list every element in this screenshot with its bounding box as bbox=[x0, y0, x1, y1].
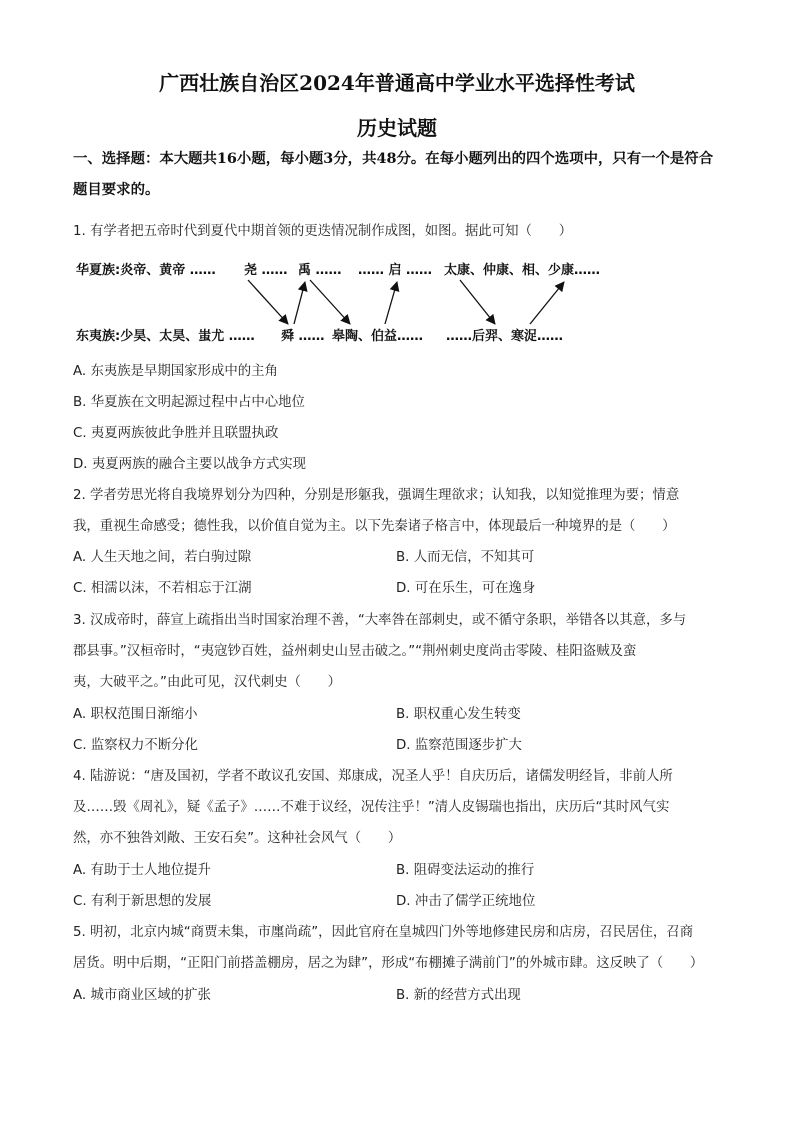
q2-option-a[interactable]: A. 人生天地之间，若白驹过隙 bbox=[73, 550, 252, 565]
q3-stem-line2: 郡县事。”汉桓帝时，“夷寇钞百姓，益州刺史山昱击破之。”“荆州刺史度尚击零陵、桂阳盗贼及蛮 bbox=[73, 644, 637, 659]
q2-option-b[interactable]: B. 人而无信，不知其可 bbox=[396, 550, 535, 565]
q3-option-c[interactable]: C. 监察权力不断分化 bbox=[73, 738, 198, 753]
exam-title: 广西壮族自治区2024年普通高中学业水平选择性考试 bbox=[159, 71, 635, 95]
q2-option-c[interactable]: C. 相濡以沫，不若相忘于江湖 bbox=[73, 581, 252, 596]
q1-option-c[interactable]: C. 夷夏两族彼此争胜并且联盟执政 bbox=[73, 426, 279, 441]
arrow-taikang-to-houyi bbox=[460, 280, 495, 324]
q5-option-b[interactable]: B. 新的经营方式出现 bbox=[396, 988, 521, 1003]
q3-stem-line3: 夷，大破平之。”由此可见，汉代刺史（ ） bbox=[73, 675, 342, 690]
q4-stem-line2: 及……毁《周礼》，疑《孟子》……不难于议经，况传注乎！”清人皮锡瑞也指出，庆历后“其时风气实 bbox=[73, 800, 670, 815]
q4-stem-line3: 然，亦不独咎刘敞、王安石矣”。这种社会风气（ ） bbox=[73, 831, 402, 846]
q1-stem: 1. 有学者把五帝时代到夏代中期首领的更迭情况制作成图，如图。据此可知（ ） bbox=[73, 224, 573, 239]
q3-stem-line1: 3. 汉成帝时，薛宣上疏指出当时国家治理不善，“大率咎在部刺史，或不循守条职，举错各以其意，多与 bbox=[73, 613, 687, 628]
huaxia-node-yao: 尧 …… bbox=[244, 263, 288, 278]
huaxia-node-yan-huang: 华夏族:炎帝、黄帝 …… bbox=[76, 263, 216, 278]
leader-succession-diagram bbox=[76, 254, 636, 348]
arrow-shun-to-yu bbox=[294, 282, 305, 324]
q5-stem-line2: 居货。明中后期，“正阳门前搭盖棚房，居之为肆”，形成“布棚摊子满前门”的外城市肆。这反映了（ ） bbox=[73, 956, 704, 971]
q4-option-d[interactable]: D. 冲击了儒学正统地位 bbox=[396, 894, 536, 909]
q1-option-a[interactable]: A. 东夷族是早期国家形成中的主角 bbox=[73, 364, 278, 379]
huaxia-node-yu: 禹 …… bbox=[298, 263, 342, 278]
arrow-hanzhuo-to-shaokang bbox=[530, 282, 564, 324]
huaxia-node-qi: …… 启 …… bbox=[358, 263, 433, 278]
arrow-yao-to-shun bbox=[248, 280, 288, 324]
dongyi-node-shun: 舜 …… bbox=[281, 329, 325, 344]
arrow-yu-to-gaoyao bbox=[310, 280, 350, 324]
q4-stem-line1: 4. 陆游说：“唐及国初，学者不敢议孔安国、郑康成，况圣人乎！自庆历后，诸儒发明经旨，非前人所 bbox=[73, 769, 673, 784]
q2-option-d[interactable]: D. 可在乐生，可在逸身 bbox=[396, 581, 536, 596]
q2-stem-line2: 我，重视生命感受；德性我，以价值自觉为主。以下先秦诸子格言中，体现最后一种境界的是（ ） bbox=[73, 519, 676, 534]
q3-option-b[interactable]: B. 职权重心发生转变 bbox=[396, 707, 521, 722]
dongyi-node-houyi: ……后羿、寒浞…… bbox=[446, 329, 564, 344]
diagram-svg bbox=[76, 254, 636, 348]
q5-option-a[interactable]: A. 城市商业区域的扩张 bbox=[73, 988, 211, 1003]
arrow-boyi-to-qi bbox=[385, 282, 397, 324]
dongyi-node-shaohao: 东夷族:少昊、太昊、蚩尤 …… bbox=[76, 329, 255, 344]
q1-option-b[interactable]: B. 华夏族在文明起源过程中占中心地位 bbox=[73, 395, 305, 410]
section-instructions: 一、选择题：本大题共16小题，每小题3分，共48分。在每小题列出的四个选项中，只有一个是符合题目要求的。 bbox=[73, 150, 714, 198]
q4-option-c[interactable]: C. 有利于新思想的发展 bbox=[73, 894, 212, 909]
q4-option-b[interactable]: B. 阻碍变法运动的推行 bbox=[396, 863, 535, 878]
q3-option-a[interactable]: A. 职权范围日渐缩小 bbox=[73, 707, 198, 722]
q4-option-a[interactable]: A. 有助于士人地位提升 bbox=[73, 863, 211, 878]
q5-stem-line1: 5. 明初，北京内城“商贾未集，市廛尚疏”，因此官府在皇城四门外等地修建民房和店房，召民居住，召商 bbox=[73, 925, 694, 940]
q1-option-d[interactable]: D. 夷夏两族的融合主要以战争方式实现 bbox=[73, 457, 307, 472]
q3-option-d[interactable]: D. 监察范围逐步扩大 bbox=[396, 738, 522, 753]
huaxia-node-taikang: 太康、仲康、相、少康…… bbox=[444, 263, 601, 278]
dongyi-node-gaoyao: 皋陶、伯益…… bbox=[332, 329, 424, 344]
exam-subtitle: 历史试题 bbox=[357, 116, 437, 140]
q2-stem-line1: 2. 学者劳思光将自我境界划分为四种，分别是形躯我，强调生理欲求；认知我，以知觉推理为要；情意 bbox=[73, 488, 680, 503]
